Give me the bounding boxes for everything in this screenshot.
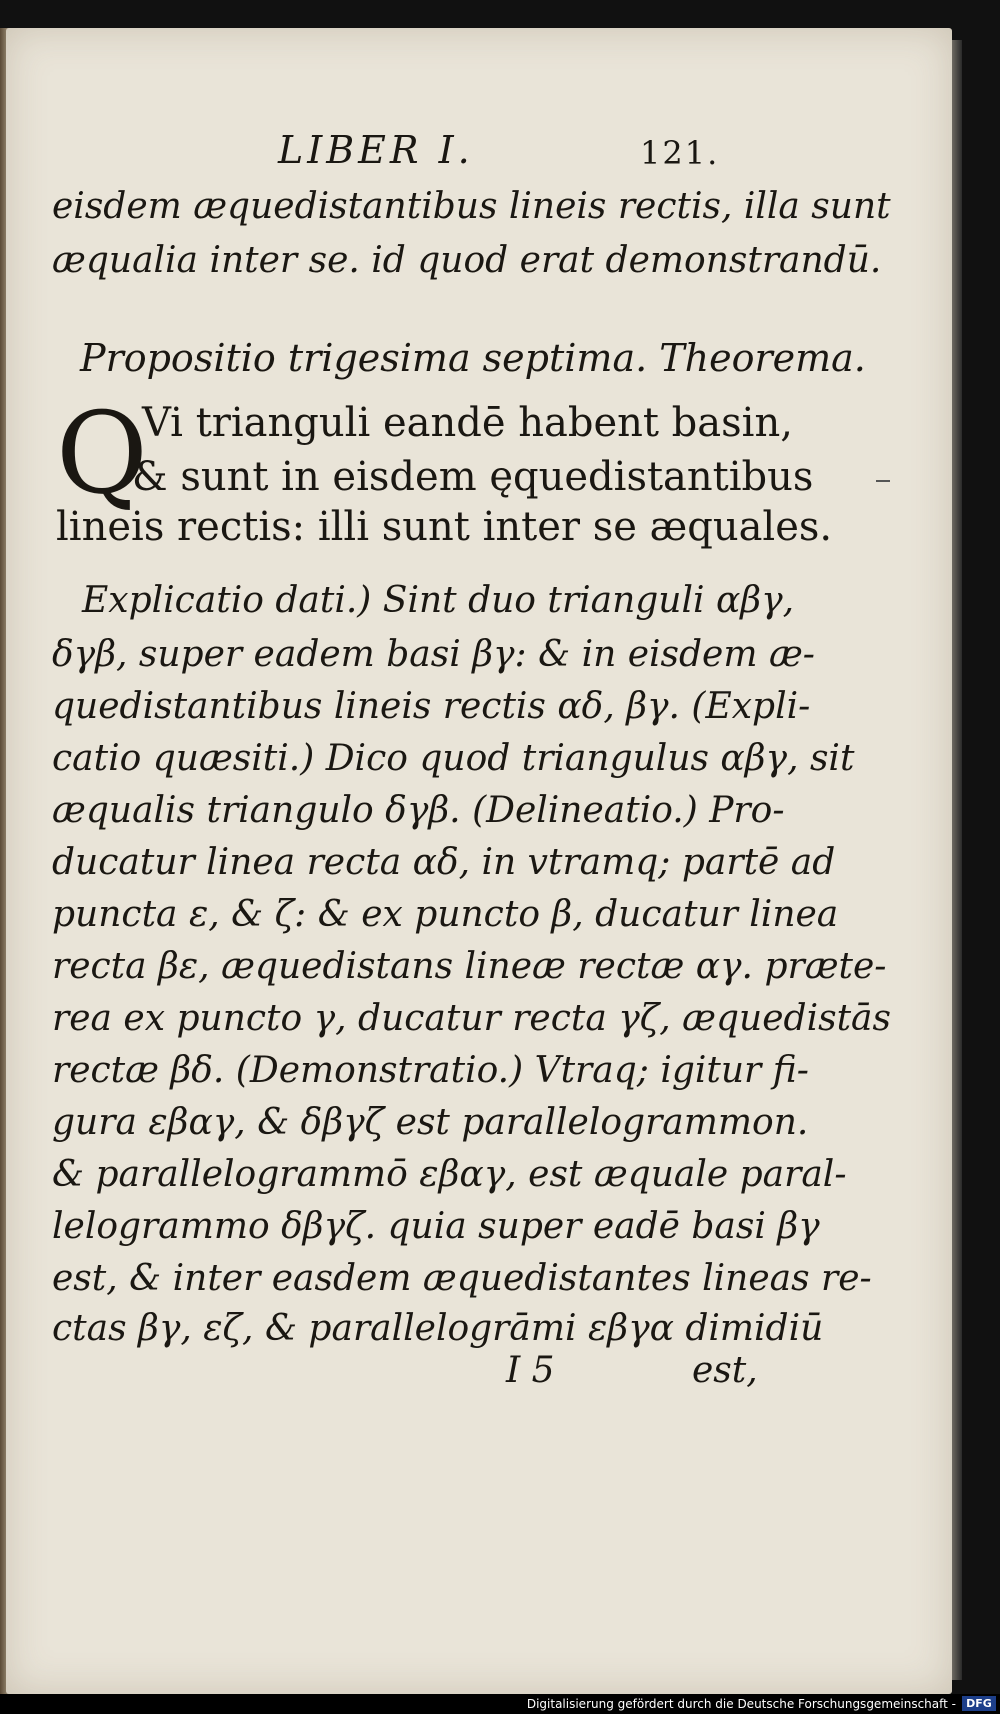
- body-line: Explicatio dati.) Sint duo trianguli αβγ,: [82, 580, 795, 621]
- catchword: est,: [692, 1350, 758, 1391]
- digitization-footer: [0, 1694, 1000, 1714]
- body-line: est, & inter easdem æquedistantes lineas re-: [52, 1258, 872, 1299]
- body-line: δγβ, super eadem basi βγ: & in eisdem æ-: [52, 634, 815, 675]
- page-edge: [952, 40, 962, 1680]
- running-header: LIBER I.: [278, 128, 474, 172]
- proposition-title: Propositio trigesima septima. Theorema.: [80, 336, 866, 380]
- theorem-line: lineis rectis: illi sunt inter se æquales.: [56, 504, 833, 550]
- drop-initial: Q: [56, 389, 148, 519]
- page-number: 121.: [640, 134, 720, 172]
- body-line: & parallelogrammō εβαγ, est æquale paral-: [52, 1154, 847, 1195]
- opening-line: æqualia inter se. id quod erat demonstrandū.: [52, 240, 882, 281]
- body-line: lelogrammo δβγζ. quia super eadē basi βγ: [52, 1206, 820, 1247]
- body-line: æqualis triangulo δγβ. (Delineatio.) Pro-: [52, 790, 785, 831]
- body-line: recta βε, æquedistans lineæ rectæ αγ. præte-: [52, 946, 887, 987]
- body-line: puncta ε, & ζ: & ex puncto β, ducatur linea: [52, 894, 839, 935]
- body-line: gura εβαγ, & δβγζ est parallelogrammon.: [52, 1102, 809, 1143]
- body-line: ducatur linea recta αδ, in vtramq; partē ad: [52, 842, 836, 883]
- signature-mark: I 5: [506, 1350, 555, 1391]
- body-line: ctas βγ, εζ, & parallelogrāmi εβγα dimidiū: [52, 1308, 824, 1349]
- opening-line: eisdem æquedistantibus lineis rectis, illa sunt: [52, 186, 891, 227]
- body-line: quedistantibus lineis rectis αδ, βγ. (Expli-: [52, 686, 811, 727]
- dfg-logo-icon: DFG: [962, 1696, 996, 1711]
- theorem-line: & sunt in eisdem ęquedistantibus: [132, 454, 814, 500]
- theorem-line: Vi trianguli eandē habent basin,: [142, 400, 793, 446]
- margin-mark: [876, 480, 890, 482]
- digitization-credit: Digitalisierung gefördert durch die Deutsche Forschungsgemeinschaft -: [526, 1697, 956, 1711]
- body-line: rectæ βδ. (Demonstratio.) Vtraq; igitur fi-: [52, 1050, 809, 1091]
- body-line: rea ex puncto γ, ducatur recta γζ, æquedistās: [52, 998, 891, 1039]
- body-line: catio quæsiti.) Dico quod triangulus αβγ, sit: [52, 738, 855, 779]
